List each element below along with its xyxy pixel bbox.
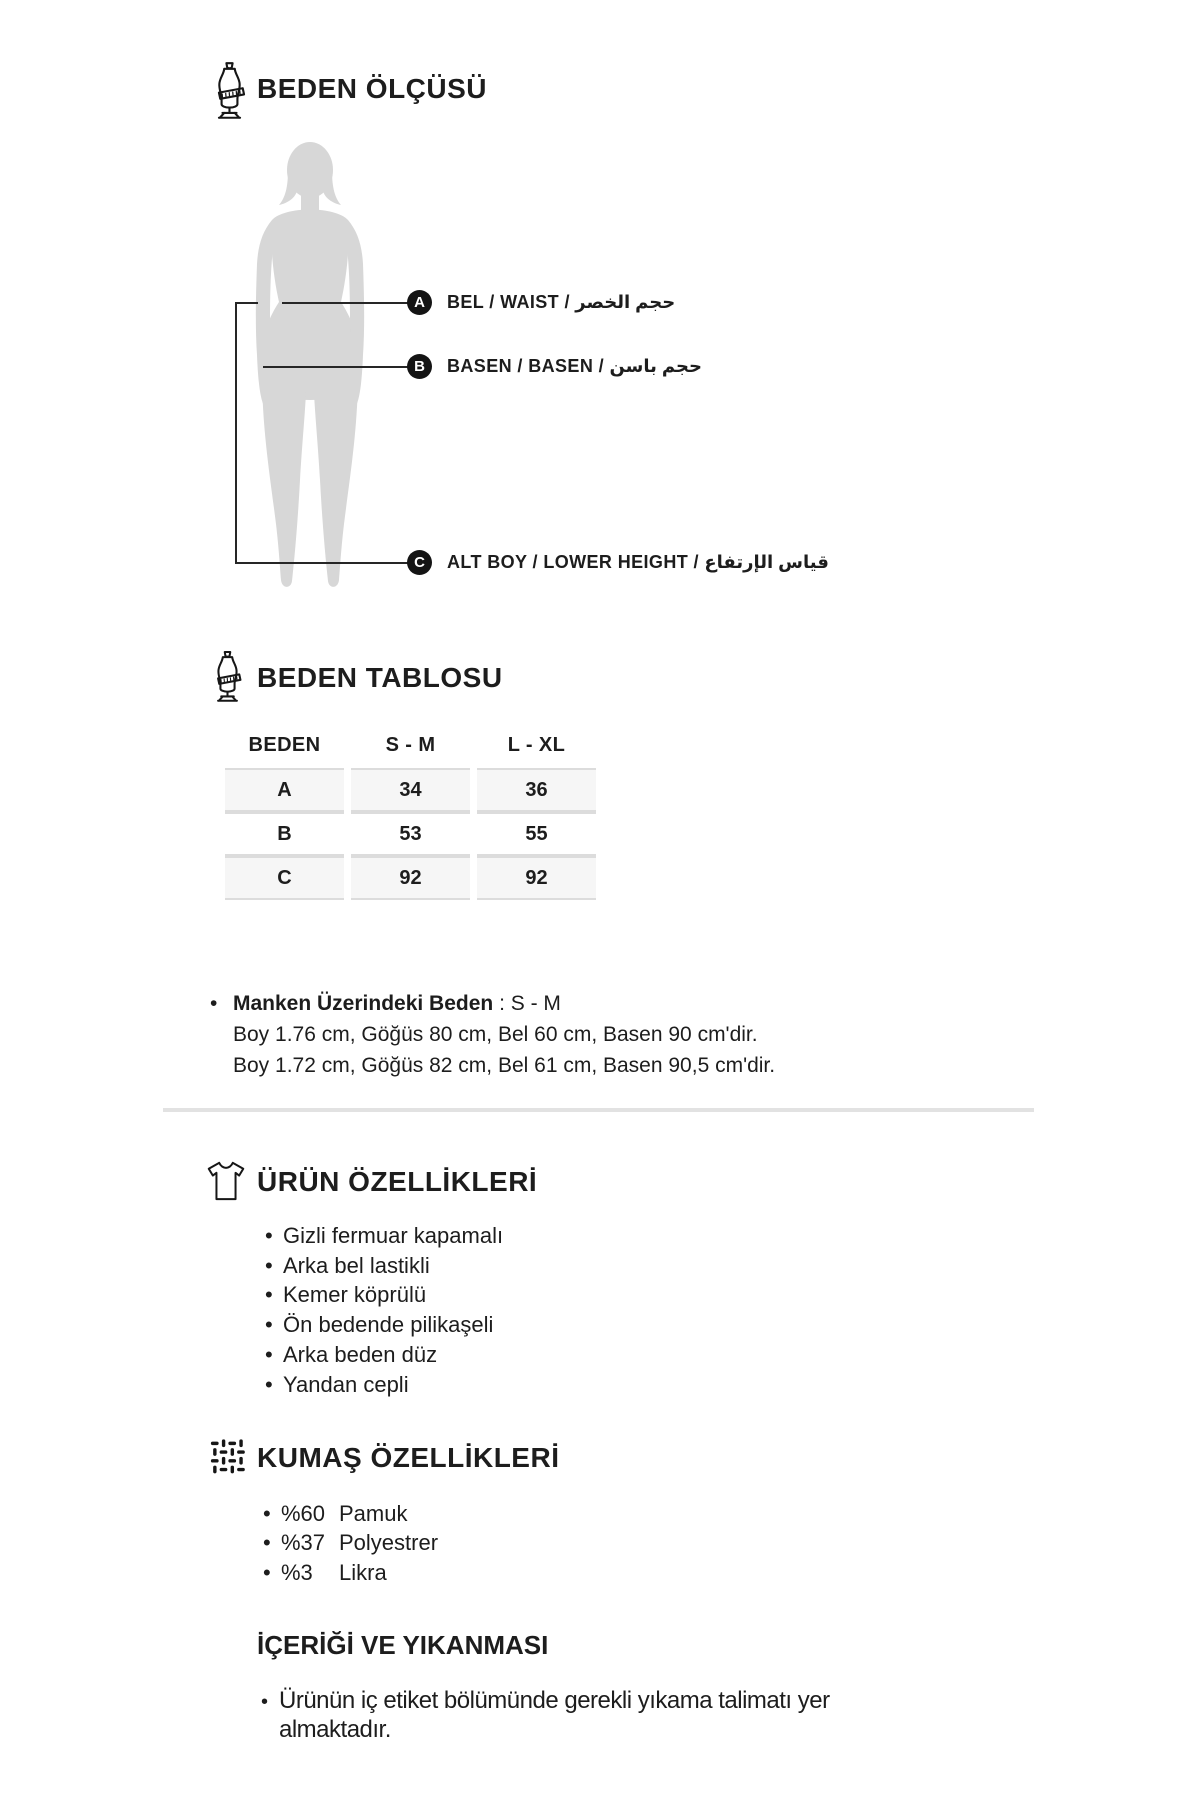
fabric-icon (210, 1434, 246, 1479)
measure-label-row-a (407, 290, 675, 315)
badge-a: A (407, 290, 432, 315)
fabric-features-list (263, 1499, 438, 1587)
measure-label-row-c (407, 550, 829, 575)
fabric-percent: • %37 (281, 1530, 326, 1556)
size-table-title: BEDEN TABLOSU (257, 662, 503, 693)
size-table-row-label: C (225, 856, 344, 900)
leader-line-b (263, 366, 408, 368)
product-features-list (265, 1221, 503, 1399)
fabric-name: Likra (339, 1559, 387, 1585)
measure-label-b: BASEN / BASEN / حجم باسن (447, 356, 702, 376)
fabric-percent: • %60 (281, 1501, 326, 1526)
feature-item: • Ön bedende pilikaşeli (265, 1310, 503, 1340)
measure-label-a: BEL / WAIST / حجم الخصر (447, 292, 676, 312)
badge-b: B (407, 354, 432, 379)
care-note (261, 1686, 921, 1744)
measure-bracket-top-tick (235, 302, 258, 304)
measure-bracket-bottom-tick (235, 562, 268, 564)
section-divider (163, 1108, 1034, 1112)
measure-bracket-vertical (235, 302, 237, 564)
fabric-percent: • %3 (281, 1559, 313, 1585)
fabric-item (263, 1499, 438, 1528)
feature-item: • Arka bel lastikli (265, 1251, 503, 1281)
fabric-name: Polyestrer (339, 1530, 439, 1556)
model-size-note (210, 988, 775, 1081)
model-size-value: : S - M (493, 992, 561, 1015)
care-title: İÇERİĞİ VE YIKANMASI (257, 1630, 549, 1660)
measure-label-row-b (407, 354, 702, 379)
size-guide-title: BEDEN ÖLÇÜSÜ (257, 73, 488, 104)
care-text: • Ürünün iç etiket bölümünde gerekli yıkama talimatı yer almaktadır. (279, 1687, 830, 1743)
model-size-label: Manken Üzerindeki Beden (233, 992, 494, 1015)
mannequin-icon (211, 650, 244, 702)
size-table-cell: 92 (351, 856, 470, 900)
tshirt-icon (206, 1160, 246, 1202)
bullet: • (210, 992, 218, 1015)
size-table-cell: 36 (477, 768, 596, 812)
leader-line-a (282, 302, 408, 304)
size-table-cell: 92 (477, 856, 596, 900)
size-table-cell: 53 (351, 812, 470, 856)
model-size-heading (210, 988, 775, 1019)
model-measure-line: Boy 1.72 cm, Göğüs 82 cm, Bel 61 cm, Basen 90,5 cm'dir. (233, 1054, 776, 1077)
model-measure-line: Boy 1.76 cm, Göğüs 80 cm, Bel 60 cm, Basen 90 cm'dir. (233, 1023, 758, 1046)
badge-c: C (407, 550, 432, 575)
fabric-features-title: KUMAŞ ÖZELLİKLERİ (257, 1442, 560, 1473)
size-table-row-label: A (225, 768, 344, 812)
measure-label-c: ALT BOY / LOWER HEIGHT / قياس الإرتفاع (447, 552, 829, 572)
size-table-col-header: BEDEN (248, 734, 321, 756)
size-table (225, 723, 596, 900)
fabric-item (263, 1558, 438, 1587)
fabric-item (263, 1528, 438, 1557)
size-table-cell: 34 (351, 768, 470, 812)
mannequin-icon (211, 59, 248, 121)
size-table-row-label: B (225, 812, 344, 856)
feature-item: • Kemer köprülü (265, 1280, 503, 1310)
feature-item: • Arka beden düz (265, 1340, 503, 1370)
feature-item: • Yandan cepli (265, 1370, 503, 1400)
feature-item: • Gizli fermuar kapamalı (265, 1221, 503, 1251)
size-table-col-header: L - XL (507, 734, 566, 756)
fabric-name: Pamuk (339, 1501, 408, 1526)
size-table-cell: 55 (477, 812, 596, 856)
leader-line-c (268, 562, 408, 564)
product-features-title: ÜRÜN ÖZELLİKLERİ (257, 1166, 538, 1197)
size-table-col-header: S - M (385, 734, 436, 756)
